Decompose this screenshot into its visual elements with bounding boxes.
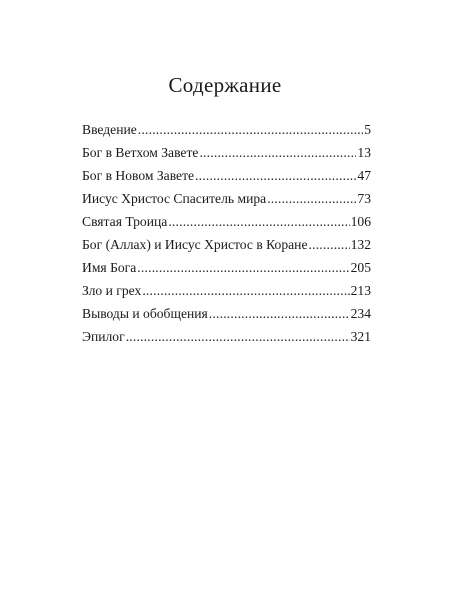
toc-entry-old-testament — [82, 145, 371, 168]
toc-entry-epilogue — [82, 329, 371, 352]
toc-entry-jesus-savior — [82, 191, 371, 214]
toc-entry-page: 73 — [357, 191, 371, 206]
toc-entry-page: 321 — [350, 329, 371, 344]
toc-entry-introduction — [82, 122, 371, 145]
toc-entry-label: Бог (Аллах) и Иисус Христос в Коране — [82, 237, 308, 252]
toc-leader-dots — [199, 145, 356, 161]
toc-entry-label: Выводы и обобщения — [82, 306, 208, 321]
toc-entry-label: Введение — [82, 122, 137, 137]
table-of-contents — [82, 122, 371, 352]
toc-leader-dots — [142, 283, 349, 299]
toc-leader-dots — [209, 306, 350, 322]
toc-entry-page: 47 — [357, 168, 371, 183]
toc-entry-label: Зло и грех — [82, 283, 142, 298]
toc-entry-page: 13 — [357, 145, 371, 160]
toc-entry-quran — [82, 237, 371, 260]
toc-entry-evil-and-sin — [82, 283, 371, 306]
toc-entry-label: Эпилог — [82, 329, 125, 344]
toc-entry-new-testament — [82, 168, 371, 191]
toc-leader-dots — [309, 237, 350, 253]
toc-entry-page: 106 — [350, 214, 371, 229]
toc-entry-conclusions — [82, 306, 371, 329]
toc-entry-name-of-god — [82, 260, 371, 283]
toc-entry-page: 213 — [350, 283, 371, 298]
toc-entry-page: 132 — [350, 237, 371, 252]
toc-entry-label: Имя Бога — [82, 260, 137, 275]
toc-leader-dots — [195, 168, 356, 184]
toc-entry-label: Святая Троица — [82, 214, 168, 229]
toc-entry-label: Бог в Новом Завете — [82, 168, 195, 183]
toc-entry-page: 205 — [350, 260, 371, 275]
toc-entry-page: 5 — [364, 122, 371, 137]
toc-entry-trinity — [82, 214, 371, 237]
toc-leader-dots — [267, 191, 356, 207]
toc-entry-label: Иисус Христос Спаситель мира — [82, 191, 267, 206]
toc-entry-label: Бог в Ветхом Завете — [82, 145, 199, 160]
toc-leader-dots — [168, 214, 349, 230]
toc-entry-page: 234 — [350, 306, 371, 321]
toc-leader-dots — [137, 260, 349, 276]
page-title: Содержание — [168, 73, 282, 97]
toc-leader-dots — [138, 122, 363, 138]
toc-leader-dots — [126, 329, 350, 345]
